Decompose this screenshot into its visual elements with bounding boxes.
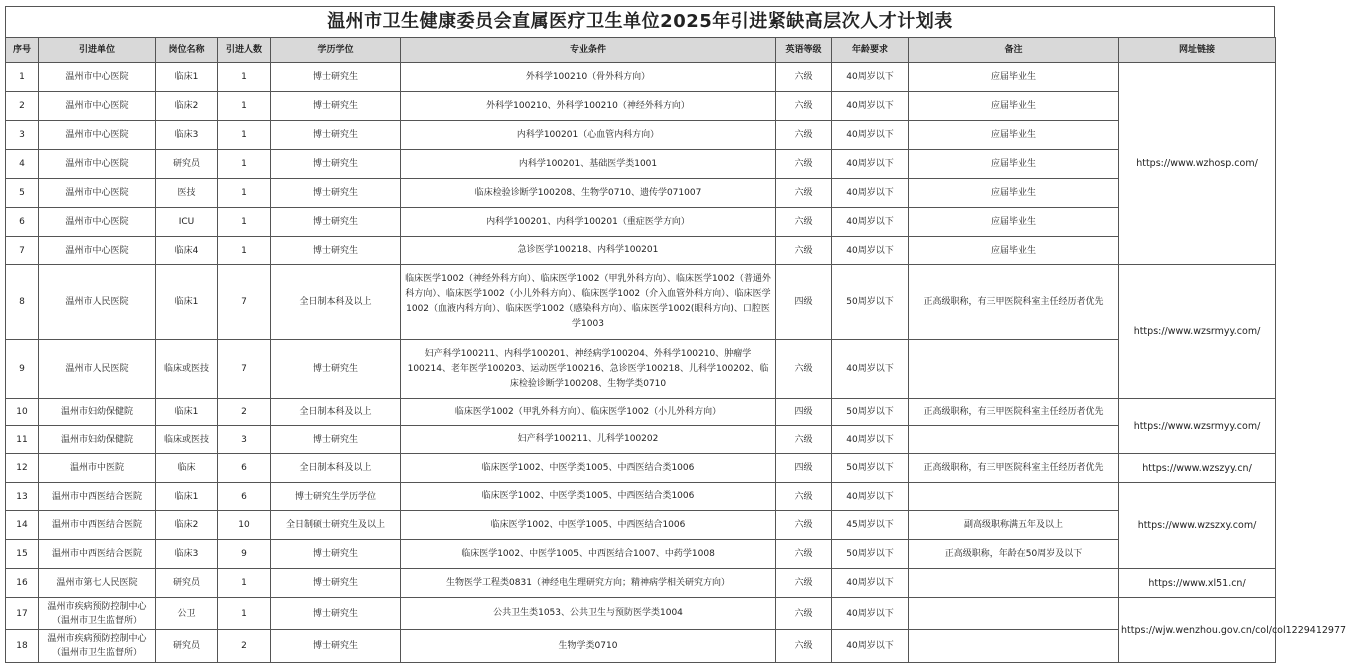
cell-note bbox=[909, 598, 1119, 630]
cell-unit: 温州市妇幼保健院 bbox=[39, 399, 156, 426]
cell-unit: 温州市人民医院 bbox=[39, 265, 156, 340]
cell-degree: 博士研究生 bbox=[271, 569, 401, 598]
cell-unit: 温州市中西医结合医院 bbox=[39, 540, 156, 569]
cell-major: 内科学100201、基础医学类1001 bbox=[401, 150, 776, 179]
cell-post: 临床1 bbox=[156, 265, 218, 340]
cell-post: 临床3 bbox=[156, 540, 218, 569]
cell-age: 50周岁以下 bbox=[832, 399, 909, 426]
cell-no: 10 bbox=[6, 399, 39, 426]
cell-age: 40周岁以下 bbox=[832, 121, 909, 150]
header-cell: 引进人数 bbox=[218, 38, 271, 63]
cell-count: 3 bbox=[218, 426, 271, 454]
cell-unit: 温州市中心医院 bbox=[39, 237, 156, 265]
cell-unit: 温州市中西医结合医院 bbox=[39, 483, 156, 511]
cell-degree: 博士研究生 bbox=[271, 426, 401, 454]
cell-age: 40周岁以下 bbox=[832, 92, 909, 121]
cell-count: 9 bbox=[218, 540, 271, 569]
header-cell: 备注 bbox=[909, 38, 1119, 63]
cell-note bbox=[909, 340, 1119, 399]
table-row bbox=[6, 179, 1276, 208]
cell-post: 临床或医技 bbox=[156, 340, 218, 399]
cell-major: 临床医学1002（甲乳外科方向）、临床医学1002（小儿外科方向） bbox=[401, 399, 776, 426]
table-row bbox=[6, 454, 1276, 483]
table-row bbox=[6, 121, 1276, 150]
table-row bbox=[6, 511, 1276, 540]
cell-major: 生物学类0710 bbox=[401, 630, 776, 663]
table-row bbox=[6, 340, 1276, 399]
plan-document bbox=[5, 6, 1346, 663]
cell-degree: 博士研究生学历学位 bbox=[271, 483, 401, 511]
cell-major: 临床医学1002、中医学1005、中西医结合1006 bbox=[401, 511, 776, 540]
cell-website-link[interactable]: https://www.wzszxy.com/ bbox=[1119, 483, 1276, 569]
table-row bbox=[6, 63, 1276, 92]
cell-count: 2 bbox=[218, 630, 271, 663]
cell-degree: 博士研究生 bbox=[271, 340, 401, 399]
header-cell: 网址链接 bbox=[1119, 38, 1276, 63]
cell-english: 六级 bbox=[776, 540, 832, 569]
cell-post: 临床 bbox=[156, 454, 218, 483]
cell-no: 5 bbox=[6, 179, 39, 208]
cell-degree: 全日制本科及以上 bbox=[271, 265, 401, 340]
cell-english: 六级 bbox=[776, 208, 832, 237]
cell-count: 1 bbox=[218, 150, 271, 179]
table-body bbox=[6, 63, 1346, 663]
cell-no: 2 bbox=[6, 92, 39, 121]
cell-post: 临床2 bbox=[156, 92, 218, 121]
table-row bbox=[6, 92, 1276, 121]
cell-unit: 温州市中心医院 bbox=[39, 92, 156, 121]
cell-major: 临床医学1002（神经外科方向）、临床医学1002（甲乳外科方向）、临床医学1002（普通外科方向）、临床医学1002（小儿外科方向）、临床医学1002（介入血管外科方向）、临床医学1002（血液内科方向）、临床医学1002（感染科方向）、临床医学1002(眼科方向)、口腔医学1003 bbox=[401, 265, 776, 340]
cell-unit: 温州市人民医院 bbox=[39, 340, 156, 399]
cell-note: 应届毕业生 bbox=[909, 63, 1119, 92]
cell-post: 临床1 bbox=[156, 399, 218, 426]
plan-table bbox=[5, 37, 1346, 663]
cell-note: 应届毕业生 bbox=[909, 237, 1119, 265]
cell-english: 六级 bbox=[776, 426, 832, 454]
cell-degree: 博士研究生 bbox=[271, 540, 401, 569]
cell-no: 17 bbox=[6, 598, 39, 630]
cell-age: 40周岁以下 bbox=[832, 483, 909, 511]
cell-degree: 博士研究生 bbox=[271, 237, 401, 265]
document-title: 温州市卫生健康委员会直属医疗卫生单位2025年引进紧缺高层次人才计划表 bbox=[5, 6, 1275, 37]
cell-major: 临床医学1002、中医学类1005、中西医结合类1006 bbox=[401, 483, 776, 511]
table-row bbox=[6, 483, 1276, 511]
cell-note: 正高级职称，有三甲医院科室主任经历者优先 bbox=[909, 265, 1119, 340]
cell-post: ICU bbox=[156, 208, 218, 237]
cell-note bbox=[909, 426, 1119, 454]
cell-age: 40周岁以下 bbox=[832, 63, 909, 92]
cell-post: 医技 bbox=[156, 179, 218, 208]
cell-english: 六级 bbox=[776, 63, 832, 92]
cell-post: 研究员 bbox=[156, 630, 218, 663]
cell-unit: 温州市中医院 bbox=[39, 454, 156, 483]
header-row bbox=[6, 38, 1276, 63]
cell-no: 7 bbox=[6, 237, 39, 265]
cell-no: 14 bbox=[6, 511, 39, 540]
cell-count: 10 bbox=[218, 511, 271, 540]
cell-note: 正高级职称，年龄在50周岁及以下 bbox=[909, 540, 1119, 569]
cell-english: 六级 bbox=[776, 179, 832, 208]
cell-english: 六级 bbox=[776, 511, 832, 540]
cell-english: 六级 bbox=[776, 598, 832, 630]
cell-no: 11 bbox=[6, 426, 39, 454]
cell-major: 妇产科学100211、儿科学100202 bbox=[401, 426, 776, 454]
cell-note: 正高级职称，有三甲医院科室主任经历者优先 bbox=[909, 454, 1119, 483]
cell-unit: 温州市妇幼保健院 bbox=[39, 426, 156, 454]
cell-degree: 博士研究生 bbox=[271, 598, 401, 630]
cell-count: 1 bbox=[218, 237, 271, 265]
table-row bbox=[6, 208, 1276, 237]
cell-english: 四级 bbox=[776, 454, 832, 483]
header-cell: 专业条件 bbox=[401, 38, 776, 63]
cell-post: 临床或医技 bbox=[156, 426, 218, 454]
cell-major: 生物医学工程类0831（神经电生理研究方向；精神病学相关研究方向） bbox=[401, 569, 776, 598]
header-cell: 序号 bbox=[6, 38, 39, 63]
cell-major: 公共卫生类1053、公共卫生与预防医学类1004 bbox=[401, 598, 776, 630]
cell-major: 临床检验诊断学100208、生物学0710、遗传学071007 bbox=[401, 179, 776, 208]
table-row bbox=[6, 630, 1276, 663]
cell-age: 40周岁以下 bbox=[832, 426, 909, 454]
cell-note: 正高级职称，有三甲医院科室主任经历者优先 bbox=[909, 399, 1119, 426]
cell-age: 50周岁以下 bbox=[832, 454, 909, 483]
cell-post: 临床1 bbox=[156, 63, 218, 92]
cell-english: 六级 bbox=[776, 569, 832, 598]
cell-unit: 温州市中心医院 bbox=[39, 179, 156, 208]
cell-post: 公卫 bbox=[156, 598, 218, 630]
cell-count: 7 bbox=[218, 265, 271, 340]
cell-degree: 博士研究生 bbox=[271, 179, 401, 208]
cell-major: 外科学100210（骨外科方向） bbox=[401, 63, 776, 92]
cell-post: 临床2 bbox=[156, 511, 218, 540]
cell-major: 急诊医学100218、内科学100201 bbox=[401, 237, 776, 265]
table-row bbox=[6, 399, 1276, 426]
cell-count: 2 bbox=[218, 399, 271, 426]
cell-note bbox=[909, 483, 1119, 511]
cell-degree: 博士研究生 bbox=[271, 121, 401, 150]
cell-note bbox=[909, 569, 1119, 598]
header-cell: 岗位名称 bbox=[156, 38, 218, 63]
cell-no: 16 bbox=[6, 569, 39, 598]
cell-no: 4 bbox=[6, 150, 39, 179]
cell-unit: 温州市第七人民医院 bbox=[39, 569, 156, 598]
cell-age: 50周岁以下 bbox=[832, 540, 909, 569]
cell-website-link[interactable]: https://www.wzsrmyy.com/ bbox=[1119, 399, 1276, 454]
cell-age: 40周岁以下 bbox=[832, 569, 909, 598]
cell-unit: 温州市中心医院 bbox=[39, 208, 156, 237]
cell-major: 内科学100201（心血管内科方向） bbox=[401, 121, 776, 150]
cell-major: 临床医学1002、中医学1005、中西医结合1007、中药学1008 bbox=[401, 540, 776, 569]
cell-no: 12 bbox=[6, 454, 39, 483]
cell-english: 四级 bbox=[776, 265, 832, 340]
cell-count: 1 bbox=[218, 121, 271, 150]
cell-no: 1 bbox=[6, 63, 39, 92]
cell-unit: 温州市中心医院 bbox=[39, 121, 156, 150]
cell-major: 妇产科学100211、内科学100201、神经病学100204、外科学100210、肿瘤学100214、老年医学100203、运动医学100216、急诊医学100218、儿科学100202、临床检验诊断学100208、生物学类0710 bbox=[401, 340, 776, 399]
cell-website-link[interactable]: https://wjw.wenzhou.gov.cn/col/col1229412977 bbox=[1119, 598, 1276, 663]
cell-english: 四级 bbox=[776, 399, 832, 426]
header-cell: 年龄要求 bbox=[832, 38, 909, 63]
cell-age: 40周岁以下 bbox=[832, 208, 909, 237]
cell-website-link[interactable]: https://www.wzsrmyy.com/ bbox=[1119, 265, 1276, 399]
cell-post: 临床3 bbox=[156, 121, 218, 150]
cell-age: 40周岁以下 bbox=[832, 598, 909, 630]
cell-degree: 博士研究生 bbox=[271, 92, 401, 121]
cell-age: 45周岁以下 bbox=[832, 511, 909, 540]
cell-count: 6 bbox=[218, 454, 271, 483]
cell-degree: 博士研究生 bbox=[271, 208, 401, 237]
cell-count: 6 bbox=[218, 483, 271, 511]
cell-count: 1 bbox=[218, 569, 271, 598]
cell-unit: 温州市中心医院 bbox=[39, 63, 156, 92]
cell-age: 40周岁以下 bbox=[832, 237, 909, 265]
cell-english: 六级 bbox=[776, 92, 832, 121]
cell-english: 六级 bbox=[776, 483, 832, 511]
table-row bbox=[6, 265, 1276, 340]
cell-note bbox=[909, 630, 1119, 663]
cell-english: 六级 bbox=[776, 340, 832, 399]
cell-unit: 温州市疾病预防控制中心（温州市卫生监督所） bbox=[39, 630, 156, 663]
header-cell: 学历学位 bbox=[271, 38, 401, 63]
table-row bbox=[6, 426, 1276, 454]
cell-count: 1 bbox=[218, 92, 271, 121]
cell-english: 六级 bbox=[776, 150, 832, 179]
cell-count: 1 bbox=[218, 63, 271, 92]
cell-unit: 温州市中心医院 bbox=[39, 150, 156, 179]
cell-post: 研究员 bbox=[156, 150, 218, 179]
cell-degree: 全日制本科及以上 bbox=[271, 454, 401, 483]
cell-unit: 温州市疾病预防控制中心（温州市卫生监督所） bbox=[39, 598, 156, 630]
cell-note: 应届毕业生 bbox=[909, 150, 1119, 179]
cell-no: 6 bbox=[6, 208, 39, 237]
cell-english: 六级 bbox=[776, 237, 832, 265]
cell-degree: 全日制硕士研究生及以上 bbox=[271, 511, 401, 540]
cell-degree: 全日制本科及以上 bbox=[271, 399, 401, 426]
cell-post: 研究员 bbox=[156, 569, 218, 598]
cell-note: 应届毕业生 bbox=[909, 92, 1119, 121]
table-row bbox=[6, 540, 1276, 569]
table-row bbox=[6, 598, 1276, 630]
cell-english: 六级 bbox=[776, 630, 832, 663]
header-cell: 英语等级 bbox=[776, 38, 832, 63]
cell-major: 内科学100201、内科学100201（重症医学方向） bbox=[401, 208, 776, 237]
cell-no: 8 bbox=[6, 265, 39, 340]
cell-website-link[interactable]: https://www.wzszyy.cn/ bbox=[1119, 454, 1276, 483]
cell-major: 临床医学1002、中医学类1005、中西医结合类1006 bbox=[401, 454, 776, 483]
cell-count: 7 bbox=[218, 340, 271, 399]
cell-unit: 温州市中西医结合医院 bbox=[39, 511, 156, 540]
table-row bbox=[6, 237, 1276, 265]
cell-english: 六级 bbox=[776, 121, 832, 150]
cell-website-link[interactable]: https://www.xl51.cn/ bbox=[1119, 569, 1276, 598]
cell-no: 3 bbox=[6, 121, 39, 150]
cell-count: 1 bbox=[218, 179, 271, 208]
cell-no: 9 bbox=[6, 340, 39, 399]
cell-age: 40周岁以下 bbox=[832, 179, 909, 208]
cell-major: 外科学100210、外科学100210（神经外科方向） bbox=[401, 92, 776, 121]
header-cell: 引进单位 bbox=[39, 38, 156, 63]
cell-post: 临床1 bbox=[156, 483, 218, 511]
cell-age: 40周岁以下 bbox=[832, 340, 909, 399]
cell-note: 副高级职称满五年及以上 bbox=[909, 511, 1119, 540]
cell-no: 18 bbox=[6, 630, 39, 663]
cell-post: 临床4 bbox=[156, 237, 218, 265]
cell-note: 应届毕业生 bbox=[909, 208, 1119, 237]
cell-age: 40周岁以下 bbox=[832, 150, 909, 179]
cell-no: 15 bbox=[6, 540, 39, 569]
table-row bbox=[6, 150, 1276, 179]
cell-age: 40周岁以下 bbox=[832, 630, 909, 663]
cell-website-link[interactable]: https://www.wzhosp.com/ bbox=[1119, 63, 1276, 265]
cell-count: 1 bbox=[218, 598, 271, 630]
cell-no: 13 bbox=[6, 483, 39, 511]
table-row bbox=[6, 569, 1276, 598]
cell-note: 应届毕业生 bbox=[909, 179, 1119, 208]
cell-degree: 博士研究生 bbox=[271, 63, 401, 92]
cell-degree: 博士研究生 bbox=[271, 630, 401, 663]
cell-count: 1 bbox=[218, 208, 271, 237]
cell-note: 应届毕业生 bbox=[909, 121, 1119, 150]
cell-degree: 博士研究生 bbox=[271, 150, 401, 179]
cell-age: 50周岁以下 bbox=[832, 265, 909, 340]
